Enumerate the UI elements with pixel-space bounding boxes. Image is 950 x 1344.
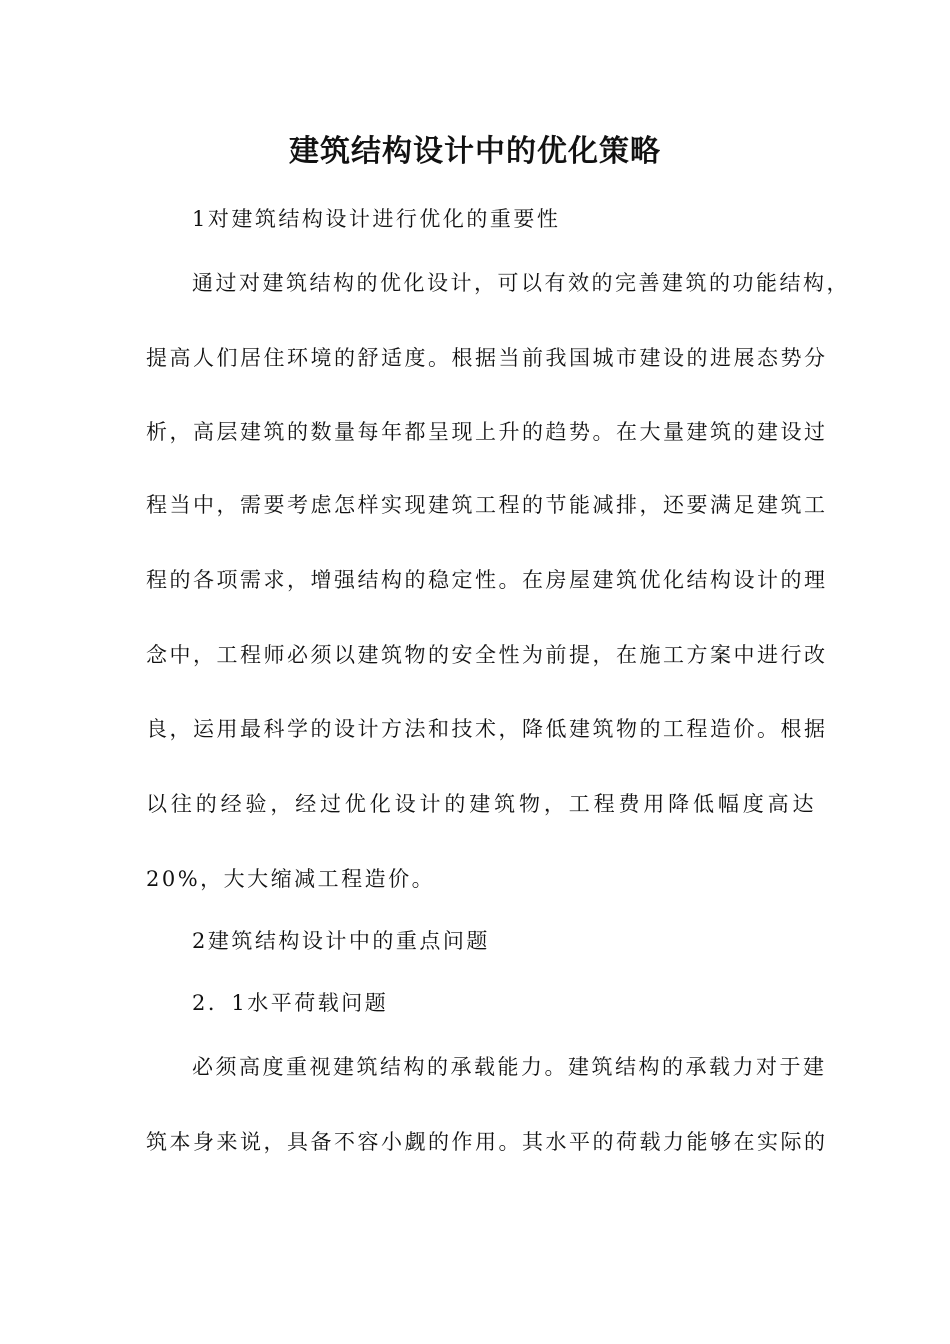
paragraph-2-line-1: 必须高度重视建筑结构的承载能力。建筑结构的承载力对于建 — [192, 1055, 827, 1079]
paragraph-1-line-7: 良，运用最科学的设计方法和技术，降低建筑物的工程造价。根据 — [146, 717, 828, 741]
paragraph-1-line-9: 20%，大大缩减工程造价。 — [146, 867, 436, 891]
document-title: 建筑结构设计中的优化策略 — [289, 134, 661, 169]
paragraph-2-line-2: 筑本身来说，具备不容小觑的作用。其水平的荷载力能够在实际的 — [146, 1130, 828, 1154]
paragraph-1-line-8: 以往的经验，经过优化设计的建筑物，工程费用降低幅度高达 — [146, 792, 816, 816]
subsection-heading-2-1: 2．1水平荷载问题 — [192, 991, 389, 1015]
paragraph-1-line-3: 析，高层建筑的数量每年都呈现上升的趋势。在大量建筑的建设过 — [146, 420, 828, 444]
paragraph-1-line-5: 程的各项需求，增强结构的稳定性。在房屋建筑优化结构设计的理 — [146, 568, 828, 592]
paragraph-1-line-6: 念中，工程师必须以建筑物的安全性为前提，在施工方案中进行改 — [146, 643, 828, 667]
paragraph-1-line-4: 程当中，需要考虑怎样实现建筑工程的节能减排，还要满足建筑工 — [146, 493, 828, 517]
paragraph-1-line-1: 通过对建筑结构的优化设计，可以有效的完善建筑的功能结构， — [192, 271, 850, 295]
section-heading-2: 2建筑结构设计中的重点问题 — [192, 929, 490, 953]
paragraph-1-line-2: 提高人们居住环境的舒适度。根据当前我国城市建设的进展态势分 — [146, 346, 828, 370]
section-heading-1: 1对建筑结构设计进行优化的重要性 — [192, 207, 561, 231]
